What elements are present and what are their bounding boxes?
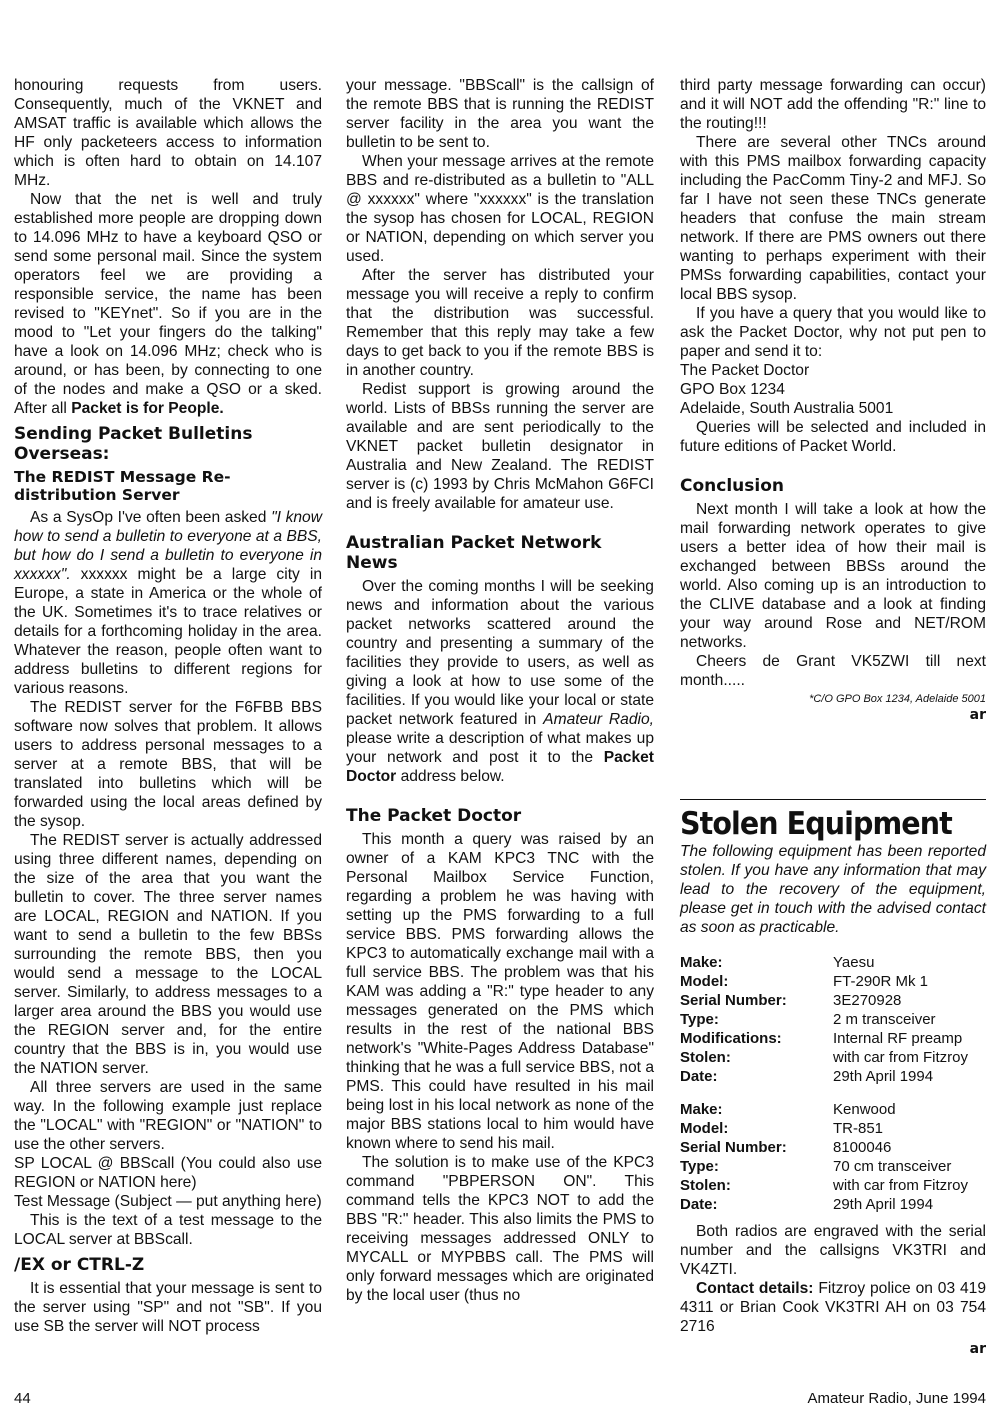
paragraph: Over the coming months I will be seeking news and information about the various packet networks scattered around the country and presenting a summary of the facilities they provide to users, as well as giving a look at how to use some of the facilities. If you would like your local or state packet network featured in Amateur Radio, please write a description of what makes up your network and post it to the Packet Doctor address below. — [346, 578, 654, 785]
paragraph: If you have a query that you would like to ask the Packet Doctor, why not put pen to paper and send it to: — [680, 305, 986, 360]
stolen-item-2-table — [680, 1100, 986, 1214]
spec-value: Yaesu — [833, 954, 875, 971]
column-3 — [680, 76, 986, 1359]
paragraph: The REDIST server is actually addressed using three different names, depending on the size of the area that you want the bulletin to cover. The three server names are LOCAL, REGION and NATION. If you want to send a bulletin to the few BBSs surrounding the remote BBS, then you would send a message to the LOCAL server. Similarly, to address messages to a larger area around the BBS you would use the REGION server and, for the entire country that the BBS is in, you would use the NATION server. — [14, 832, 322, 1077]
paragraph: honouring requests from users. Consequently, much of the VKNET and AMSAT traffic is available which allows the HF only packeteers access to information which is often hard to obtain on 14.107 MHz. — [14, 77, 322, 189]
spec-value: Internal RF preamp — [833, 1030, 963, 1047]
spec-label: Serial Number: — [680, 992, 787, 1009]
paragraph: Next month I will take a look at how the mail forwarding network operates to give users a better idea of how their mail is exchanged between BBSs around the world. Also coming up is an introduction to the CLIVE database and a look at finding your way around Rose and NET/ROM networks. — [680, 501, 986, 651]
paragraph: Queries will be selected and included in future editions of Packet World. — [680, 419, 986, 455]
paragraph: The REDIST server for the F6FBB BBS software now solves that problem. It allows users to address personal messages to a server at a remote BBS, that will be translated into bulletins which will be forwarded using the local areas defined by the sysop. — [14, 699, 322, 830]
paragraph: Redist support is growing around the world. Lists of BBSs running the server are available and are sent periodically to the VKNET packet bulletin designator in Australia and New Zealand. The REDIST server is (c) 1993 by Chris McMahon G6FCI and is freely available for amateur use. — [346, 381, 654, 512]
spec-value: 29th April 1994 — [833, 1196, 934, 1213]
spec-label: Type: — [680, 1158, 719, 1175]
spec-value: 70 cm transceiver — [833, 1158, 952, 1175]
paragraph: your message. "BBScall" is the callsign of the remote BBS that is running the REDIST server facility in the area you want the bulletin to be sent to. — [346, 77, 654, 151]
spec-value: 2 m transceiver — [833, 1011, 936, 1028]
spec-label: Stolen: — [680, 1049, 731, 1066]
spec-row — [680, 1067, 986, 1086]
spec-label: Date: — [680, 1068, 718, 1085]
column-2 — [346, 76, 654, 1305]
spec-label: Stolen: — [680, 1177, 731, 1194]
spec-label: Serial Number: — [680, 1139, 787, 1156]
spec-row — [680, 1048, 986, 1067]
spec-row — [680, 1029, 986, 1048]
address-line: The Packet Doctor — [680, 362, 810, 379]
heading-sending-bulletins: Sending Packet Bulletins Overseas: — [14, 424, 253, 464]
end-mark: ar — [969, 707, 986, 723]
address-line: Adelaide, South Australia 5001 — [680, 400, 894, 417]
end-mark: ar — [969, 1341, 986, 1357]
spec-row — [680, 1138, 986, 1157]
spec-value: 8100046 — [833, 1139, 892, 1156]
publication-footer: Amateur Radio, June 1994 — [807, 1390, 986, 1407]
spec-row — [680, 1176, 986, 1195]
paragraph: Now that the net is well and truly established more people are dropping down to 14.096 MHz to have a keyboard QSO or send some personal mail. Since the system operators feel we are providing a responsible service, the name has been revised to "KEYnet". So if you are in the mood to "Let your fingers do the talking" have a look on 14.096 MHz; check who is around, or has been, by connecting to one of the nodes and make a QSO or a sked. After all Packet is for People. — [14, 191, 322, 417]
spec-label: Model: — [680, 1120, 729, 1137]
spec-label: Make: — [680, 1101, 723, 1118]
spec-label: Make: — [680, 954, 723, 971]
spec-row — [680, 1100, 986, 1119]
heading-australian-packet-network: Australian Packet Network News — [346, 533, 602, 573]
spec-value: TR-851 — [833, 1120, 884, 1137]
spec-row — [680, 1195, 986, 1214]
paragraph: Test Message (Subject — put anything here) — [14, 1193, 322, 1210]
paragraph: The solution is to make use of the KPC3 command "PBPERSON ON". This command tells the KPC3 NOT to add the BBS "R:" header. This also limits the PMS to receiving messages addressed ONLY to MYCALL or MYPBBS call. The PMS will only forward messages which are originated by the local user (thus no — [346, 1154, 654, 1304]
paragraph: Both radios are engraved with the serial number and the callsigns VK3TRI and VK4ZTI. — [680, 1223, 986, 1278]
spec-value: with car from Fitzroy — [833, 1049, 969, 1066]
paragraph: After the server has distributed your message you will receive a reply to confirm that the distribution was successful. Remember that this reply may take a few days to get back to you if the remote BBS is in another country. — [346, 267, 654, 379]
stolen-item-1-table — [680, 953, 986, 1086]
address-line: GPO Box 1234 — [680, 381, 785, 398]
spec-row — [680, 1119, 986, 1138]
paragraph: When your message arrives at the remote BBS and re-distributed as a bulletin to "ALL @ xxxxxx" where "xxxxxx" is the translation the sysop has chosen for LOCAL, REGION or NATION, depending on which server you used. — [346, 153, 654, 265]
spec-row — [680, 1010, 986, 1029]
paragraph: Cheers de Grant VK5ZWI till next month..... — [680, 653, 986, 689]
paragraph: This is the text of a test message to the LOCAL server at BBScall. — [14, 1212, 322, 1248]
heading-ex-ctrlz: /EX or CTRL-Z — [14, 1255, 145, 1275]
contact-details: Contact details: Fitzroy police on 03 419 4311 or Brian Cook VK3TRI AH on 03 754 2716 — [680, 1280, 986, 1335]
spec-label: Model: — [680, 973, 729, 990]
spec-label: Date: — [680, 1196, 718, 1213]
spec-row — [680, 953, 986, 972]
spec-value: 3E270928 — [833, 992, 902, 1009]
spec-value: Kenwood — [833, 1101, 896, 1118]
spec-label: Modifications: — [680, 1030, 782, 1047]
spec-value: 29th April 1994 — [833, 1068, 934, 1085]
spec-value: FT-290R Mk 1 — [833, 973, 929, 990]
heading-conclusion: Conclusion — [680, 476, 784, 496]
heading-packet-doctor: The Packet Doctor — [346, 806, 522, 826]
spec-label: Type: — [680, 1011, 719, 1028]
stolen-intro: The following equipment has been reported stolen. If you have any information that may lead to the recovery of the equipment, please get in touch with the advised contact as soon as practicable. — [680, 843, 986, 936]
section-divider — [680, 799, 986, 800]
author-address: *C/O GPO Box 1234, Adelaide 5001 — [809, 693, 986, 705]
paragraph: As a SysOp I've often been asked "I know how to send a bulletin to everyone at a BBS, but how do I send a bulletin to everyone in xxxxxx". xxxxxx might be a large city in Europe, a state in America or the whole of the UK. Sometimes it's to trace relatives or details for a forthcoming holiday in the area. Whatever the reason, people often want to address bulletins to different regions for various reasons. — [14, 509, 322, 697]
paragraph: All three servers are used in the same way. In the following example just replace the "LOCAL" with "REGION" or "NATION" to use the other servers. — [14, 1079, 322, 1153]
subheading-redist: The REDIST Message Re-distribution Server — [14, 468, 231, 504]
stolen-equipment-title: Stolen Equipment — [680, 806, 952, 842]
paragraph: There are several other TNCs around with this PMS mailbox forwarding capacity including the PacComm Tiny-2 and MFJ. So far I have not seen these TNCs generate headers that confuse the main stream network. If there are PMS owners out there wanting to perhaps experiment with their PMSs forwarding capabilities, contact your local BBS sysop. — [680, 134, 986, 303]
paragraph: third party message forwarding can occur) and it will NOT add the offending "R:" line to the routing!!! — [680, 77, 986, 132]
spec-row — [680, 1157, 986, 1176]
column-1 — [14, 76, 322, 1336]
paragraph: It is essential that your message is sent to the server using "SP" and not "SB". If you use SB the server will NOT process — [14, 1280, 322, 1335]
paragraph: SP LOCAL @ BBScall (You could also use REGION or NATION here) — [14, 1155, 322, 1191]
spec-row — [680, 991, 986, 1010]
spec-row — [680, 972, 986, 991]
spec-value: with car from Fitzroy — [833, 1177, 969, 1194]
page-number: 44 — [14, 1390, 31, 1407]
paragraph: This month a query was raised by an owner of a KAM KPC3 TNC with the Personal Mailbox Service Function, regarding a problem he was having with setting up the PMS forwarding to a full service BBS. PMS forwarding allows the KPC3 to automatically exchange mail with a full service BBS. The problem was that his KAM was adding a "R:" type header to any messages generated on the PMS which results in the rest of the national BBS network's "White-Pages Address Database" thinking that he was a full service BBS, not a PMS. This could have resulted in his mail being lost in his local network as none of the major BBS stations local to him would have known where to send his mail. — [346, 831, 654, 1152]
